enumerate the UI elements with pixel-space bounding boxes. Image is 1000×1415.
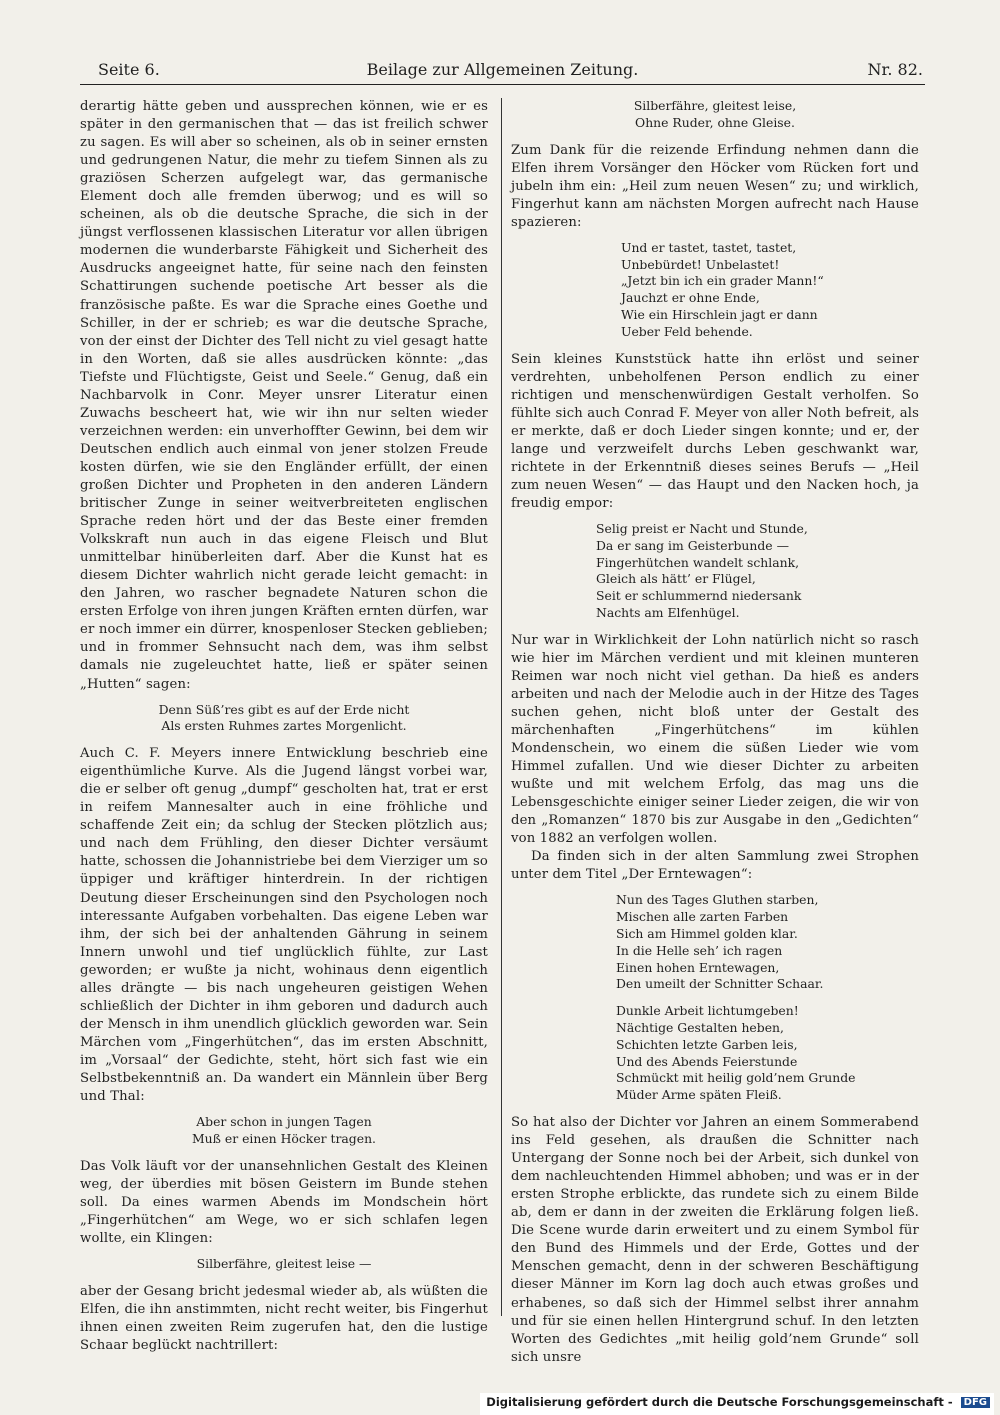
verse-line: Jauchzt er ohne Ende, [621, 290, 760, 306]
paragraph: Das Volk läuft vor der unansehnlichen Gestalt des Kleinen weg, der überdies mit bösen Geistern im Bunde stehen soll. Da eines warmen Abends im Mondschein hört „Fingerhütchen“ am Wege, wo er sich schlafen legen wollte, ein Klingen: [80, 1158, 488, 1246]
verse-line: Wie ein Hirschlein jagt er dann [621, 307, 818, 323]
verse-line: Einen hohen Erntewagen, [616, 959, 780, 975]
digitization-credit [480, 1393, 994, 1415]
verse-block [80, 1256, 488, 1273]
verse-line: Müder Arme späten Fleiß. [616, 1087, 782, 1103]
verse-line: Nun des Tages Gluthen starben, [616, 892, 819, 908]
verse-line: Gleich als hätt’ er Flügel, [596, 571, 756, 587]
page-number: Seite 6. [98, 60, 160, 79]
verse-line: Denn Süß’res gibt es auf der Erde nicht [158, 701, 410, 717]
verse-line: Und er tastet, tastet, tastet, [621, 239, 797, 255]
right-column [511, 98, 919, 1365]
verse-line: Schichten letzte Garben leis, [616, 1036, 798, 1052]
verse-line: In die Helle seh’ ich ragen [616, 942, 783, 958]
dfg-logo-icon: DFG [961, 1397, 990, 1408]
verse-line: Nächtige Gestalten heben, [616, 1020, 784, 1036]
verse-line: Unbebürdet! Unbelastet! [621, 256, 780, 272]
paragraph: aber der Gesang bricht jedesmal wieder ab, als wüßten die Elfen, die ihn anstimmten, nicht recht weiter, bis Fingerhut ihnen einen zweiten Reim zugerufen hat, den die lustige Schaar beglückt nachtrillert: [80, 1283, 488, 1353]
verse-block [511, 521, 919, 622]
paragraph: Zum Dank für die reizende Erfindung nehmen dann die Elfen ihrem Vorsänger den Höcker vom Rücken fort und jubeln ihm ein: „Heil zum neuen Wesen“ zu; und wirklich, Fingerhut kann am nächsten Morgen aufrecht nach Hause spazieren: [511, 142, 919, 230]
verse-block [80, 1114, 488, 1148]
issue-number: Nr. 82. [867, 60, 923, 79]
verse-line: Seit er schlummernd niedersank [596, 588, 802, 604]
verse-line: Da er sang im Geisterbunde — [596, 537, 789, 553]
credit-text: Digitalisierung gefördert durch die Deutsche Forschungsgemeinschaft - [486, 1395, 953, 1409]
verse-line: Dunkle Arbeit lichtumgeben! [616, 1003, 799, 1019]
verse-line: Als ersten Ruhmes zartes Morgenlicht. [161, 718, 407, 734]
verse-line: Ohne Ruder, ohne Gleise. [635, 114, 795, 130]
paragraph: Nur war in Wirklichkeit der Lohn natürlich nicht so rasch wie hier im Märchen verdient und mit kleinen munteren Reimen war noch nicht viel gethan. Da hieß es anders arbeiten und nach der Melodie auch in der Hitze des Tages suchen gehen, nicht bloß unter der Gestalt des märchenhaften „Fingerhütchens“ im kühlen Mondenschein, wo einem die süßen Lieder wie vom Himmel zufallen. Und wie dieser Dichter zu arbeiten wußte und mit welchem Erfolg, das mag uns die Lebensgeschichte einiger seiner Lieder zeigen, die wir von den „Romanzen“ 1870 bis zur Ausgabe in den „Gedichten“ von 1882 an verfolgen wollen. [511, 632, 919, 847]
verse-line: Muß er einen Höcker tragen. [192, 1130, 376, 1146]
verse-line: Silberfähre, gleitest leise — [196, 1255, 372, 1271]
page-header [80, 56, 925, 85]
verse-line: Ueber Feld behende. [621, 323, 753, 339]
verse-line: „Jetzt bin ich ein grader Mann!“ [621, 273, 824, 289]
verse-block [511, 98, 919, 132]
verse-block [80, 702, 488, 736]
verse-line: Selig preist er Nacht und Stunde, [596, 521, 808, 537]
left-column [80, 98, 488, 1353]
paragraph: So hat also der Dichter vor Jahren an einem Sommerabend ins Feld gesehen, als draußen die Schnitter nach Untergang der Sonne noch bei der Arbeit, sich dunkel von dem nachleuchtenden Himmel abhoben; und was er in der ersten Strophe erblickte, das rundete sich zu einem Bilde ab, dem er dann in der zweiten die Erklärung folgen ließ. Die Scene wurde darin erweitert und zu einem Symbol für den Bund des Himmels und der Erde, Gottes und der Menschen gemacht, denn in der schweren Beschäftigung dieser Männer im Korn lag doch auch etwas großes und erhabenes, so daß sich der Himmel selbst ihrer annahm und für sie einen hellen Hintergrund schuf. In den letzten Worten des Gedichtes „mit heilig gold’nem Grunde“ soll sich unsre [511, 1115, 919, 1365]
verse-line: Den umeilt der Schnitter Schaar. [616, 976, 824, 992]
verse-line: Schmückt mit heilig gold’nem Grunde [616, 1070, 856, 1086]
verse-block [511, 892, 919, 1104]
verse-line: Fingerhütchen wandelt schlank, [596, 554, 800, 570]
verse-line: Sich am Himmel golden klar. [616, 926, 798, 942]
verse-line: Silberfähre, gleitest leise, [633, 98, 797, 113]
verse-line: Nachts am Elfenhügel. [596, 605, 740, 621]
verse-block [511, 240, 919, 341]
publication-title: Beilage zur Allgemeinen Zeitung. [366, 60, 639, 79]
paragraph: Sein kleines Kunststück hatte ihn erlöst und seiner verdrehten, unbeholfenen Person endlich zu einer richtigen und menschenwürdigen Gestalt verholfen. So fühlte sich auch Conrad F. Meyer von aller Noth befreit, als er merkte, daß er doch Lieder singen konnte; und er, der lange und verzweifelt durchs Leben geschwankt war, richtete in der Erkenntniß dieses seines Berufs — „Heil zum neuen Wesen“ — das Haupt und den Nacken hoch, ja freudig empor: [511, 351, 919, 511]
paragraph: Auch C. F. Meyers innere Entwicklung beschrieb eine eigenthümliche Kurve. Als die Jugend längst vorbei war, die er selber oft genug „dumpf“ gescholten hat, trat er erst in reifem Mannesalter auch in eine fröhliche und schaffende Zeit ein; da schlug der Stecken plötzlich aus; und nach dem Frühling, den dieser Dichter versäumt hatte, schossen die Johannistriebe bei dem Vierziger um so üppiger und kräftiger hinterdrein. In der richtigen Deutung dieser Erscheinungen sind den Psychologen noch interessante Aufgaben vorbehalten. Das eigene Leben war ihm, der sich bei der anhaltenden Gährung in seinem Innern unwohl und tief unglücklich fühlte, zur Last geworden; er wußte ja nicht, wohinaus denn eigentlich alles drängte — bis nach ungeheuren geistigen Wehen schließlich der Dichter in ihm geboren und dadurch auch der Mensch in ihm unendlich glücklich geworden war. Sein Märchen vom „Fingerhütchen“, das im ersten Abschnitt, im „Vorsaal“ der Gedichte, steht, hört sich fast wie ein Selbstbekenntniß an. Da wandert ein Männlein über Berg und Thal: [80, 746, 488, 1105]
verse-line: Und des Abends Feierstunde [616, 1053, 798, 1069]
verse-line: Aber schon in jungen Tagen [196, 1114, 372, 1130]
verse-line: Mischen alle zarten Farben [616, 909, 789, 925]
column-divider [501, 98, 502, 1316]
paragraph: Da finden sich in der alten Sammlung zwei Strophen unter dem Titel „Der Erntewagen“: [511, 849, 919, 883]
paragraph: derartig hätte geben und aussprechen können, wie er es später in den germanischen that — das ist freilich schwer zu sagen. Es will aber so scheinen, als ob in seiner ernsten und gedrungenen Natur, die mehr zu tiefem Sinnen als zu graziösen Scherzen aufgelegt war, das germanische Element doch alle fremden überwog; und es will so scheinen, als ob die deutsche Sprache, die sich in der jüngst verflossenen klassischen Literatur vor allen übrigen modernen die wunderbarste Fähigkeit und Sicherheit des Ausdrucks angeeignet hatte, für seine nach den feinsten Schattirungen suchende poetische Art besser als die französische paßte. Es war die Sprache eines Goethe und Schiller, in der er schrieb; es war die deutsche Sprache, von der einst der Dichter des Tell nicht zu viel gesagt hatte in den Worten, daß sie alles ausdrücken könnte: „das Tiefste und Flüchtigste, Geist und Seele.“ Genug, daß ein Nachbarvolk in Conr. Meyer unsrer Literatur einen Zuwachs bescheert hat, wie wir ihn nur selten wieder verzeichnen werden: ein unverhoffter Gewinn, bei dem wir Deutschen endlich auch einmal von jener stolzen Freude kosten dürfen, wie sie den Engländer erfüllt, der einen großen Dichter und Propheten in den anderen Ländern britischer Zunge in seiner weitverbreiteten englischen Sprache reden hört und der das Beste einer fremden Volkskraft nun auch in das eigene Fleisch und Blut unmittelbar hinüberleiten darf. Aber die Kunst hat es diesem Dichter wahrlich nicht gerade leicht gemacht: in den Jahren, wo rascher begnadete Naturen schon die ersten Erfolge von ihren jungen Kräften ernten dürfen, war er noch immer ein dürrer, knospenloser Stecken geblieben; und in frommer Sehnsucht nach dem, was ihm selbst damals nie zugeleuchtet hatte, ließ er später seinen „Hutten“ sagen: [80, 99, 488, 692]
